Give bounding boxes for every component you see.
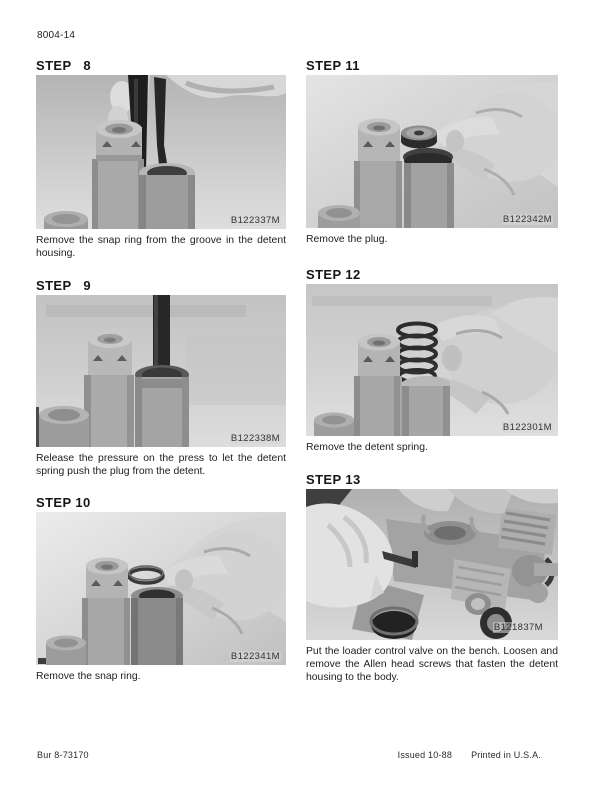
step-9-section	[36, 279, 286, 478]
step-10-caption: Remove the snap ring.	[36, 671, 141, 682]
step-9-heading: STEP 9	[36, 278, 91, 293]
step-13-photo-id: B121837M	[493, 622, 543, 633]
step-12-caption: Remove the detent spring.	[306, 442, 428, 453]
step-9-caption: Release the pressure on the press to let the detent spring push the plug from the detent.	[36, 453, 286, 478]
footer-printed-in: Printed in U.S.A.	[471, 750, 541, 760]
step-13-section	[306, 473, 558, 685]
step-8-photo	[36, 75, 286, 229]
step-10-section	[36, 496, 286, 683]
detent-spring-photo-image	[306, 284, 558, 436]
snap-ring-pliers-photo-image	[36, 75, 286, 229]
step-13-heading: STEP 13	[306, 472, 361, 487]
control-valve-photo-image	[306, 489, 558, 640]
footer-issued-date: Issued 10-88	[397, 750, 453, 760]
step-8-section	[36, 59, 286, 260]
page-number: 8004-14	[37, 30, 76, 41]
step-11-caption: Remove the plug.	[306, 234, 388, 245]
step-11-section	[306, 59, 558, 246]
step-9-photo-id: B122338M	[230, 433, 280, 444]
footer-right-group	[398, 750, 541, 760]
step-8-heading: STEP 8	[36, 58, 91, 73]
step-8-photo-id: B122337M	[230, 215, 280, 226]
press-rod-photo-image	[36, 295, 286, 447]
step-9-photo	[36, 295, 286, 447]
step-10-photo	[36, 512, 286, 665]
footer-form-number: Bur 8-73170	[37, 750, 89, 760]
step-13-photo	[306, 489, 558, 640]
page-footer	[37, 750, 541, 760]
step-13-caption: Put the loader control valve on the bench. Loosen and remove the Allen head screws that fasten the detent housing to the body.	[306, 646, 558, 684]
step-12-photo-id: B122301M	[502, 422, 552, 433]
step-11-photo-id: B122342M	[502, 214, 552, 225]
step-12-photo	[306, 284, 558, 436]
snap-ring-removal-photo-image	[36, 512, 286, 665]
step-11-photo	[306, 75, 558, 228]
step-8-caption: Remove the snap ring from the groove in the detent housing.	[36, 235, 286, 260]
step-12-heading: STEP 12	[306, 267, 361, 282]
step-12-section	[306, 268, 558, 454]
step-10-photo-id: B122341M	[230, 651, 280, 662]
step-10-heading: STEP 10	[36, 495, 91, 510]
plug-removal-photo-image	[306, 75, 558, 228]
step-11-heading: STEP 11	[306, 58, 360, 73]
